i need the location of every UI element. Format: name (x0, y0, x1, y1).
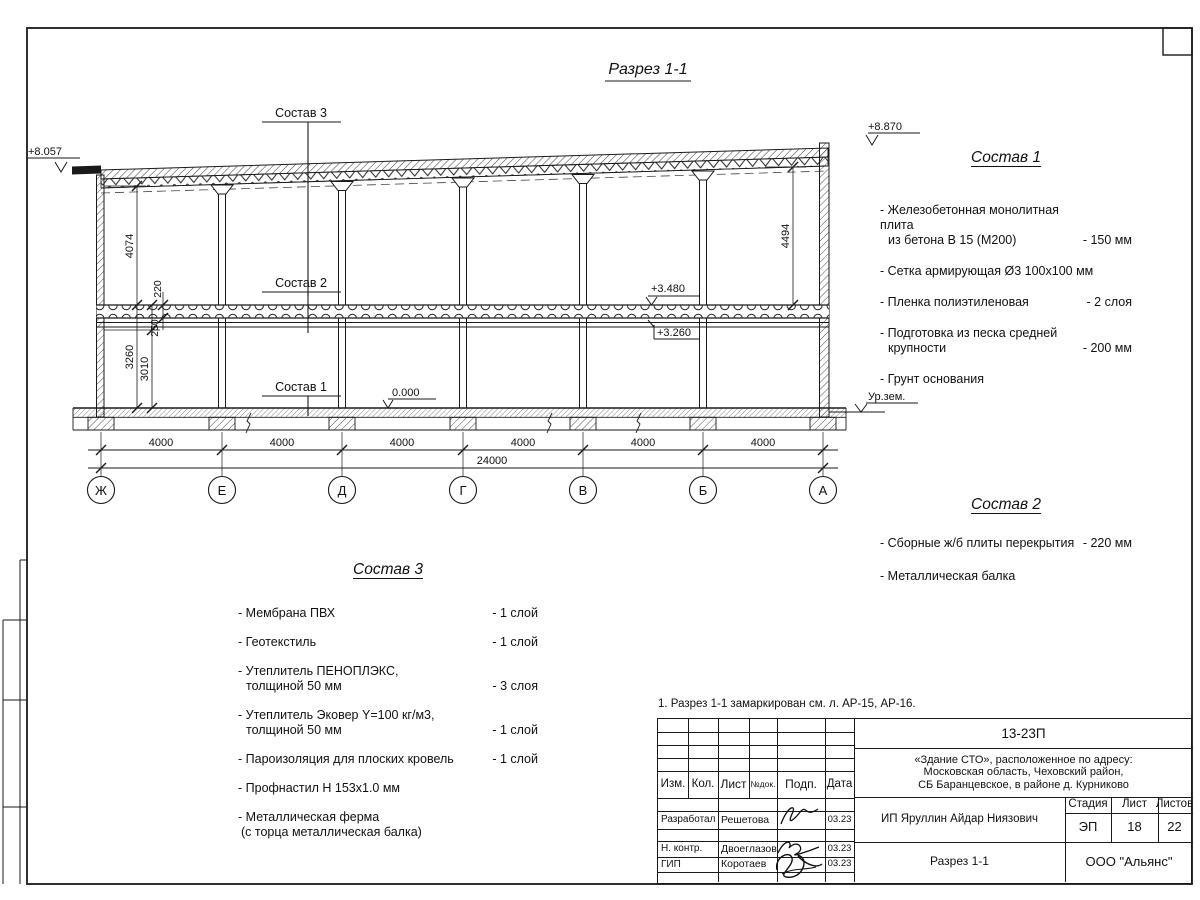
spec-line: - Пароизоляция для плоских кровель (238, 752, 454, 766)
spec-line: - Профнастил Н 153х1.0 мм (238, 781, 401, 795)
sheet-label: Лист (1122, 798, 1147, 811)
elev-right-label: +8.870 (868, 121, 902, 133)
spec-value: - 1 слой (492, 752, 538, 766)
callout-sostav3: Состав 3 (275, 106, 327, 120)
sheet-note: 1. Разрез 1-1 замаркирован см. л. АР-15, АР-16. (658, 698, 916, 710)
sheets-label: Листов (1155, 798, 1194, 811)
spec-line: - Утеплитель Эковер Y=100 кг/м3, (238, 708, 435, 722)
callout-sostav2: Состав 2 (275, 276, 327, 290)
spec-item (238, 635, 538, 650)
stage-value: ЭП (1078, 819, 1098, 835)
spec-item (880, 203, 1132, 248)
bay-dim: 4000 (269, 437, 295, 449)
total-dim: 24000 (476, 455, 508, 467)
spec-item (238, 810, 538, 840)
row1-name: Решетова (721, 813, 770, 826)
spec-block-sostav2 (880, 497, 1132, 584)
ground-level-label: Ур.зем. (868, 391, 906, 403)
axis-marks (88, 477, 837, 504)
bay-dim: 4000 (510, 437, 536, 449)
spec2-title: Состав 2 (971, 496, 1041, 513)
spec3-title: Состав 3 (353, 561, 423, 578)
axis-label: Б (698, 483, 708, 498)
elev-left-label: +8.057 (28, 146, 62, 158)
spec-line: - Утеплитель ПЕНОПЛЭКС, (238, 664, 399, 678)
project-description (858, 749, 1189, 796)
spec-block-sostav3 (238, 562, 538, 840)
spec-value: - 220 мм (1082, 536, 1132, 550)
project-line: «Здание СТО», расположенное по адресу: (914, 753, 1133, 766)
spec-value: - 150 мм (1082, 233, 1132, 247)
dim-3260: 3260 (124, 344, 136, 370)
signature-3 (772, 848, 826, 882)
spec-item (880, 326, 1132, 356)
spec-item (238, 664, 538, 694)
callout-sostav1: Состав 1 (275, 380, 327, 394)
right-wall (820, 143, 830, 417)
spec-line: - Металлическая балка (880, 569, 1016, 583)
spec-value: - 1 слой (492, 635, 538, 649)
elev-slab-label: +3.480 (651, 283, 685, 295)
spec-value: - 200 мм (1082, 341, 1132, 355)
spec-line: толщиной 50 мм (246, 723, 342, 737)
roof-eaves-cap (72, 166, 101, 175)
col-izm: Изм. (660, 777, 686, 790)
dim-3010: 3010 (139, 356, 151, 382)
spec-line: - Сборные ж/б плиты перекрытия (880, 536, 1075, 550)
spec-line: - Мембрана ПВХ (238, 606, 336, 620)
sheets-total: 22 (1167, 819, 1182, 835)
left-wall (97, 175, 105, 417)
dim-250: 250 (149, 319, 161, 337)
left-stamp-strip (3, 560, 27, 884)
dim-ticks (96, 445, 828, 473)
spec-item (238, 606, 538, 621)
spec-line: (с торца металлическая балка) (241, 825, 422, 839)
row2-date: 03.23 (827, 842, 852, 854)
spec-line: - Подготовка из песка средней (880, 326, 1058, 340)
row1-date: 03.23 (827, 813, 852, 825)
elev-floor-label: 0.000 (392, 387, 420, 399)
spec-item (880, 536, 1132, 551)
row3-role: ГИП (661, 858, 681, 870)
stage-label: Стадия (1068, 798, 1108, 811)
dim-220: 220 (152, 280, 164, 298)
col-ndok: №док. (750, 778, 776, 789)
spec-item (238, 708, 538, 738)
axis-label: А (818, 483, 828, 498)
project-code: 13-23П (1001, 725, 1046, 741)
spec-line: из бетона В 15 (М200) (888, 233, 1017, 247)
spec-value: - 2 слоя (1086, 295, 1132, 309)
spec-item (880, 264, 1132, 279)
bay-dim-labels (149, 437, 775, 467)
axis-label: В (578, 483, 588, 498)
floor-slab (97, 305, 830, 327)
spec-value: - 1 слой (492, 606, 538, 620)
axis-label: Г (459, 483, 467, 498)
signature-1 (778, 802, 824, 830)
spec-line: - Железобетонная монолитная плита (880, 203, 1059, 232)
spec-item (880, 569, 1132, 584)
row1-role: Разработал (661, 814, 716, 826)
spec-value: - 3 слоя (492, 679, 538, 693)
spec-line: - Геотекстиль (238, 635, 317, 649)
spec-line: - Металлическая ферма (238, 810, 380, 824)
elev-beam-label: +3.260 (657, 327, 691, 339)
project-line: СБ Баранцевское, в районе д. Курниково (918, 778, 1129, 791)
extension-lines (101, 432, 823, 477)
col-podp: Подп. (785, 776, 817, 791)
dim-4494: 4494 (780, 223, 792, 249)
col-list: Лист (720, 776, 747, 791)
bay-dim: 4000 (630, 437, 656, 449)
title-block (657, 718, 1192, 884)
bottom-dimensions (88, 432, 838, 477)
composition-callouts (262, 106, 341, 416)
spec-item (880, 295, 1132, 310)
row2-name: Двоеглазов (721, 842, 777, 855)
bay-dim: 4000 (148, 437, 174, 449)
axis-label: Ж (94, 483, 108, 498)
spec-line: толщиной 50 мм (246, 679, 342, 693)
dim-4074: 4074 (124, 233, 136, 259)
client-name: ИП Яруллин Айдар Ниязович (881, 812, 1038, 825)
col-kol: Кол. (691, 777, 715, 790)
spec-line: - Грунт основания (880, 372, 985, 386)
spec-line: - Сетка армирующая Ø3 100х100 мм (880, 264, 1094, 278)
spec-line: крупности (888, 341, 947, 355)
company-name: ООО "Альянс" (1085, 853, 1173, 869)
bay-dim: 4000 (389, 437, 415, 449)
foundation-pads (88, 417, 836, 430)
spec-item (880, 372, 1132, 387)
spec-block-sostav1 (880, 150, 1132, 387)
row2-role: Н. контр. (661, 843, 703, 855)
spec1-title: Состав 1 (971, 149, 1041, 166)
spec-value: - 1 слой (492, 723, 538, 737)
row3-name: Коротаев (721, 858, 767, 871)
axis-label: Е (217, 483, 227, 498)
doc-name: Разрез 1-1 (930, 854, 989, 869)
row3-date: 03.23 (827, 858, 852, 870)
col-data: Дата (826, 777, 853, 790)
bay-dim: 4000 (750, 437, 776, 449)
inventory-box (1163, 28, 1192, 55)
axis-label: Д (337, 483, 347, 498)
drawing-title (605, 61, 691, 81)
spec-line: - Пленка полиэтиленовая (880, 295, 1029, 309)
spec-item (238, 781, 538, 796)
ground-floor (73, 408, 885, 433)
drawing-title-text: Разрез 1-1 (608, 61, 688, 78)
sheet-number: 18 (1127, 819, 1142, 835)
project-line: Московская область, Чеховский район, (923, 766, 1124, 779)
spec-item (238, 752, 538, 767)
